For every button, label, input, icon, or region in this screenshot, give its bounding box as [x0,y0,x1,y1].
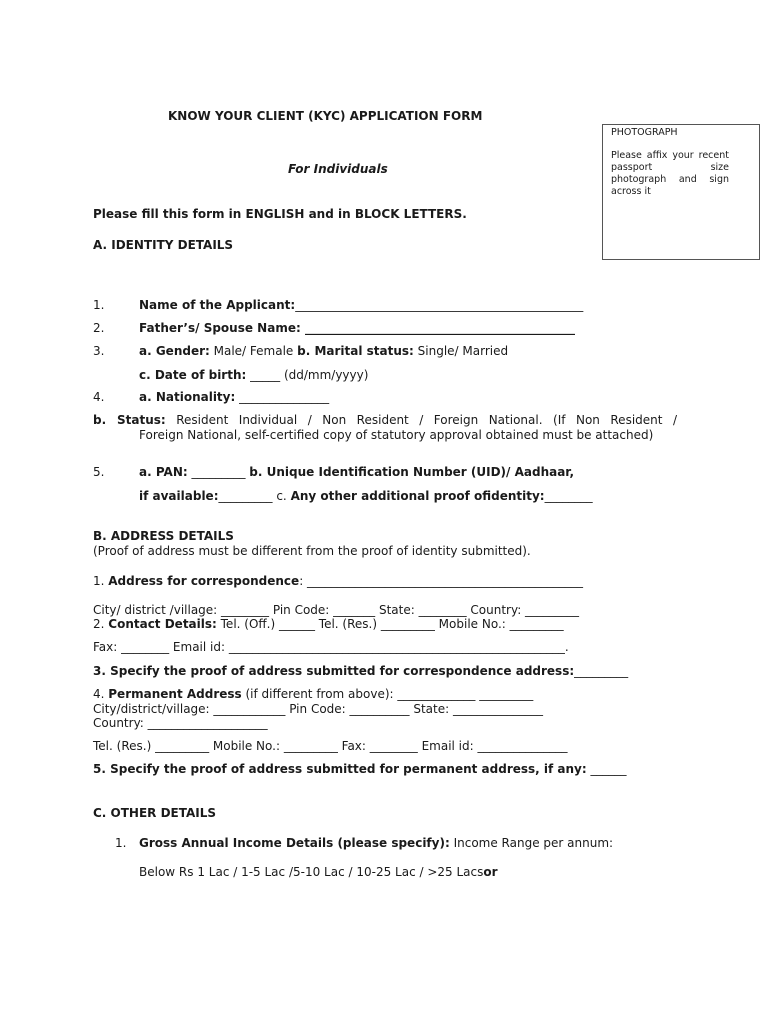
section-c-heading: C. OTHER DETAILS [93,806,217,820]
other-proof-blank: ________ [544,489,593,503]
other-proof-field[interactable] [139,489,593,504]
correspondence-city-field[interactable]: City/ district /village: ________ Pin Code: _______ State: ________ Country: _________ [93,603,580,617]
photograph-box [602,124,760,260]
gender-options: Male/ Female [209,344,298,358]
income-ranges[interactable] [139,865,498,880]
pan-label: a. PAN: [139,465,188,479]
section-a-heading: A. IDENTITY DETAILS [93,238,234,252]
other-proof-prefix: c. [276,489,291,503]
uid-label: b. Unique Identification Number (UID)/ Aadhaar, [249,465,575,479]
correspondence-proof-blank: _________ [574,664,629,678]
contact-details-field[interactable] [93,617,564,632]
item-number: 2. [93,321,105,335]
correspondence-address-label: Address for correspondence [108,574,300,588]
nationality-label: a. Nationality: [139,390,236,404]
gender-marital-field[interactable] [139,344,508,359]
father-name-blank: _____________________________________________ [300,321,575,335]
permanent-address-label: Permanent Address [108,687,242,701]
item-number: 4. [93,390,105,404]
form-title: KNOW YOUR CLIENT (KYC) APPLICATION FORM [168,109,483,123]
if-available-label: if available: [139,489,219,503]
income-range-label: Income Range per annum: [449,836,614,850]
permanent-proof-blank: ______ [586,762,627,776]
applicant-name-field[interactable] [139,298,583,313]
fax-email-field[interactable]: Fax: ________ Email id: ________________________________________________________. [93,640,569,654]
income-label: Gross Annual Income Details (please specify): [139,836,450,850]
item-number: 5. [93,465,105,479]
father-name-label: Father’s/ Spouse Name: [139,321,301,335]
gender-label: a. Gender: [139,344,210,358]
permanent-address-blank: (if different from above): _____________ _________ [241,687,534,701]
contact-details-blanks: Tel. (Off.) ______ Tel. (Res.) _________ Mobile No.: _________ [216,617,564,631]
contact-details-label: Contact Details: [108,617,217,631]
correspondence-address-blank: : ______________________________________________ [299,574,584,588]
instruction-text: Please fill this form in ENGLISH and in BLOCK LETTERS. [93,207,467,221]
status-options: Resident Individual / Non Resident / Foreign National. (If Non Resident / [165,413,677,427]
nationality-field[interactable] [139,390,329,405]
applicant-name-blank: ________________________________________________ [295,298,584,312]
father-name-field[interactable] [139,321,575,336]
pan-uid-field[interactable] [139,465,574,480]
permanent-proof-label: 5. Specify the proof of address submitted for permanent address, if any: [93,762,587,776]
dob-field[interactable] [139,368,368,383]
other-proof-label: Any other additional proof ofidentity: [290,489,545,503]
correspondence-proof-label: 3. Specify the proof of address submitted for correspondence address: [93,664,575,678]
status-field[interactable] [93,413,677,428]
income-field[interactable] [139,836,613,851]
status-label: b. Status: [93,413,166,427]
status-note: Foreign National, self-certified copy of statutory approval obtained must be attached) [139,428,654,442]
item-number: 1. [93,298,105,312]
dob-blank: _____ (dd/mm/yyyy) [246,368,369,382]
item-number: 2. [93,617,109,631]
item-number: 1. [115,836,127,850]
marital-label: b. Marital status: [297,344,414,358]
photograph-label: PHOTOGRAPH [611,127,678,138]
item-number: 3. [93,344,105,358]
applicant-name-label: Name of the Applicant: [139,298,296,312]
permanent-contact-field[interactable]: Tel. (Res.) _________ Mobile No.: _________ Fax: ________ Email id: _______________ [93,739,568,753]
correspondence-proof-field[interactable] [93,664,628,679]
item-number: 1. [93,574,109,588]
section-b-heading: B. ADDRESS DETAILS [93,529,234,543]
pan-blank: _________ [187,465,250,479]
marital-options: Single/ Married [413,344,509,358]
nationality-blank: _______________ [235,390,330,404]
correspondence-address-field[interactable] [93,574,583,589]
dob-label: c. Date of birth: [139,368,247,382]
permanent-address-field[interactable] [93,687,533,702]
permanent-city-field[interactable]: City/district/village: ____________ Pin Code: __________ State: _______________ [93,702,543,716]
uid-blank: _________ [218,489,277,503]
income-range-options: Below Rs 1 Lac / 1-5 Lac /5-10 Lac / 10-25 Lac / >25 Lacs [139,865,484,879]
permanent-proof-field[interactable] [93,762,627,777]
photograph-instruction: Please affix your recent passport size photograph and sign across it [611,150,729,197]
permanent-country-field[interactable]: Country: ____________________ [93,716,268,730]
form-subtitle: For Individuals [288,162,388,176]
address-note: (Proof of address must be different from the proof of identity submitted). [93,544,531,558]
or-text: or [483,865,498,879]
item-number: 4. [93,687,109,701]
